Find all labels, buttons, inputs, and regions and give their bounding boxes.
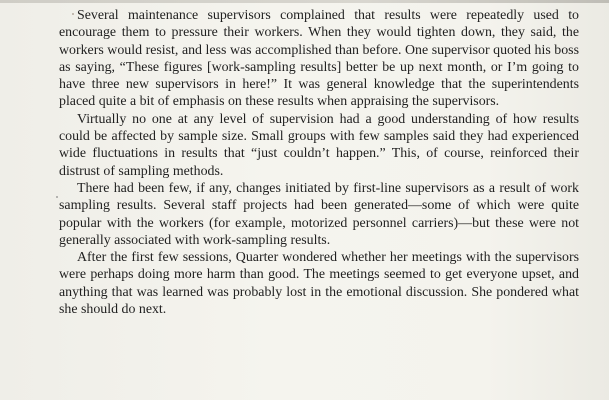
paragraph-quarter-wondered: After the first few sessions, Quarter wondered whether her meetings with the supervisors were perhaps doing more harm than good. The meetings seemed to get everyone upset, and anything that was learned was probably lost in the emotional discussion. She pondered what she should do next. [59, 250, 579, 318]
top-edge-rule [0, 0, 609, 3]
body-text [59, 7, 579, 318]
paragraph-sample-size: Virtually no one at any level of supervision had a good understanding of how results could be affected by sample size. Small groups with few samples said they had experienced wide fluctuations in results that “just couldn’t happen.” This, of course, reinforced their distrust of sampling methods. [59, 111, 579, 179]
scan-speck [56, 196, 58, 198]
paragraph-supervisor-complaints: Several maintenance supervisors complained that results were repeatedly used to encourage them to pressure their workers. When they would tighten down, they said, the workers would resist, and less was accomplished than before. One supervisor quoted his boss as saying, “These figures [work-sampling results] better be up next month, or I’m going to have three new supervisors in here!” It was general knowledge that the superintendents placed quite a bit of emphasis on these results when appraising the supervisors. [59, 8, 579, 110]
paragraph-changes-initiated: There had been few, if any, changes initiated by first-line supervisors as a result of work sampling results. Several staff projects had been generated—some of which were quite popular with the workers (for example, motorized personnel carriers)—but these were not generally associated with work-sampling results. [59, 180, 579, 248]
